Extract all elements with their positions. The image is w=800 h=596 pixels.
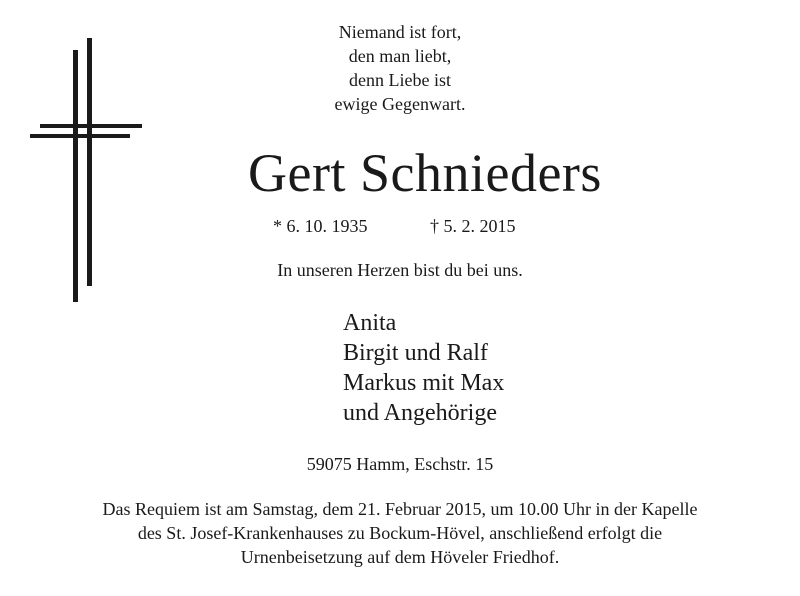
cross-icon — [30, 38, 142, 302]
deceased-name: Gert Schnieders — [248, 143, 602, 203]
motto-line: ewige Gegenwart. — [334, 94, 466, 114]
requiem-line: Das Requiem ist am Samstag, dem 21. Februar 2015, um 10.00 Uhr in der Kapelle — [102, 499, 698, 519]
motto-line: den man liebt, — [348, 46, 452, 66]
mourner-entry: Birgit und Ralf — [343, 340, 488, 366]
death-date: † 5. 2. 2015 — [430, 216, 516, 236]
mourner-entry: und Angehörige — [343, 400, 497, 426]
requiem-announcement — [20, 497, 780, 569]
requiem-line: des St. Josef-Krankenhauses zu Bockum-Hövel, anschließend erfolgt die — [137, 523, 663, 543]
motto-line: denn Liebe ist — [349, 70, 451, 90]
mourners-list — [343, 308, 504, 428]
mourner-entry: Anita — [343, 310, 397, 336]
mourner-entry: Markus mit Max — [343, 370, 505, 396]
dedication-line: In unseren Herzen bist du bei uns. — [277, 260, 523, 280]
motto-line: Niemand ist fort, — [338, 22, 462, 42]
motto-verse — [250, 20, 550, 116]
family-address: 59075 Hamm, Eschstr. 15 — [306, 454, 494, 474]
birth-date: * 6. 10. 1935 — [273, 216, 368, 236]
requiem-line: Urnenbeisetzung auf dem Höveler Friedhof. — [240, 547, 560, 567]
